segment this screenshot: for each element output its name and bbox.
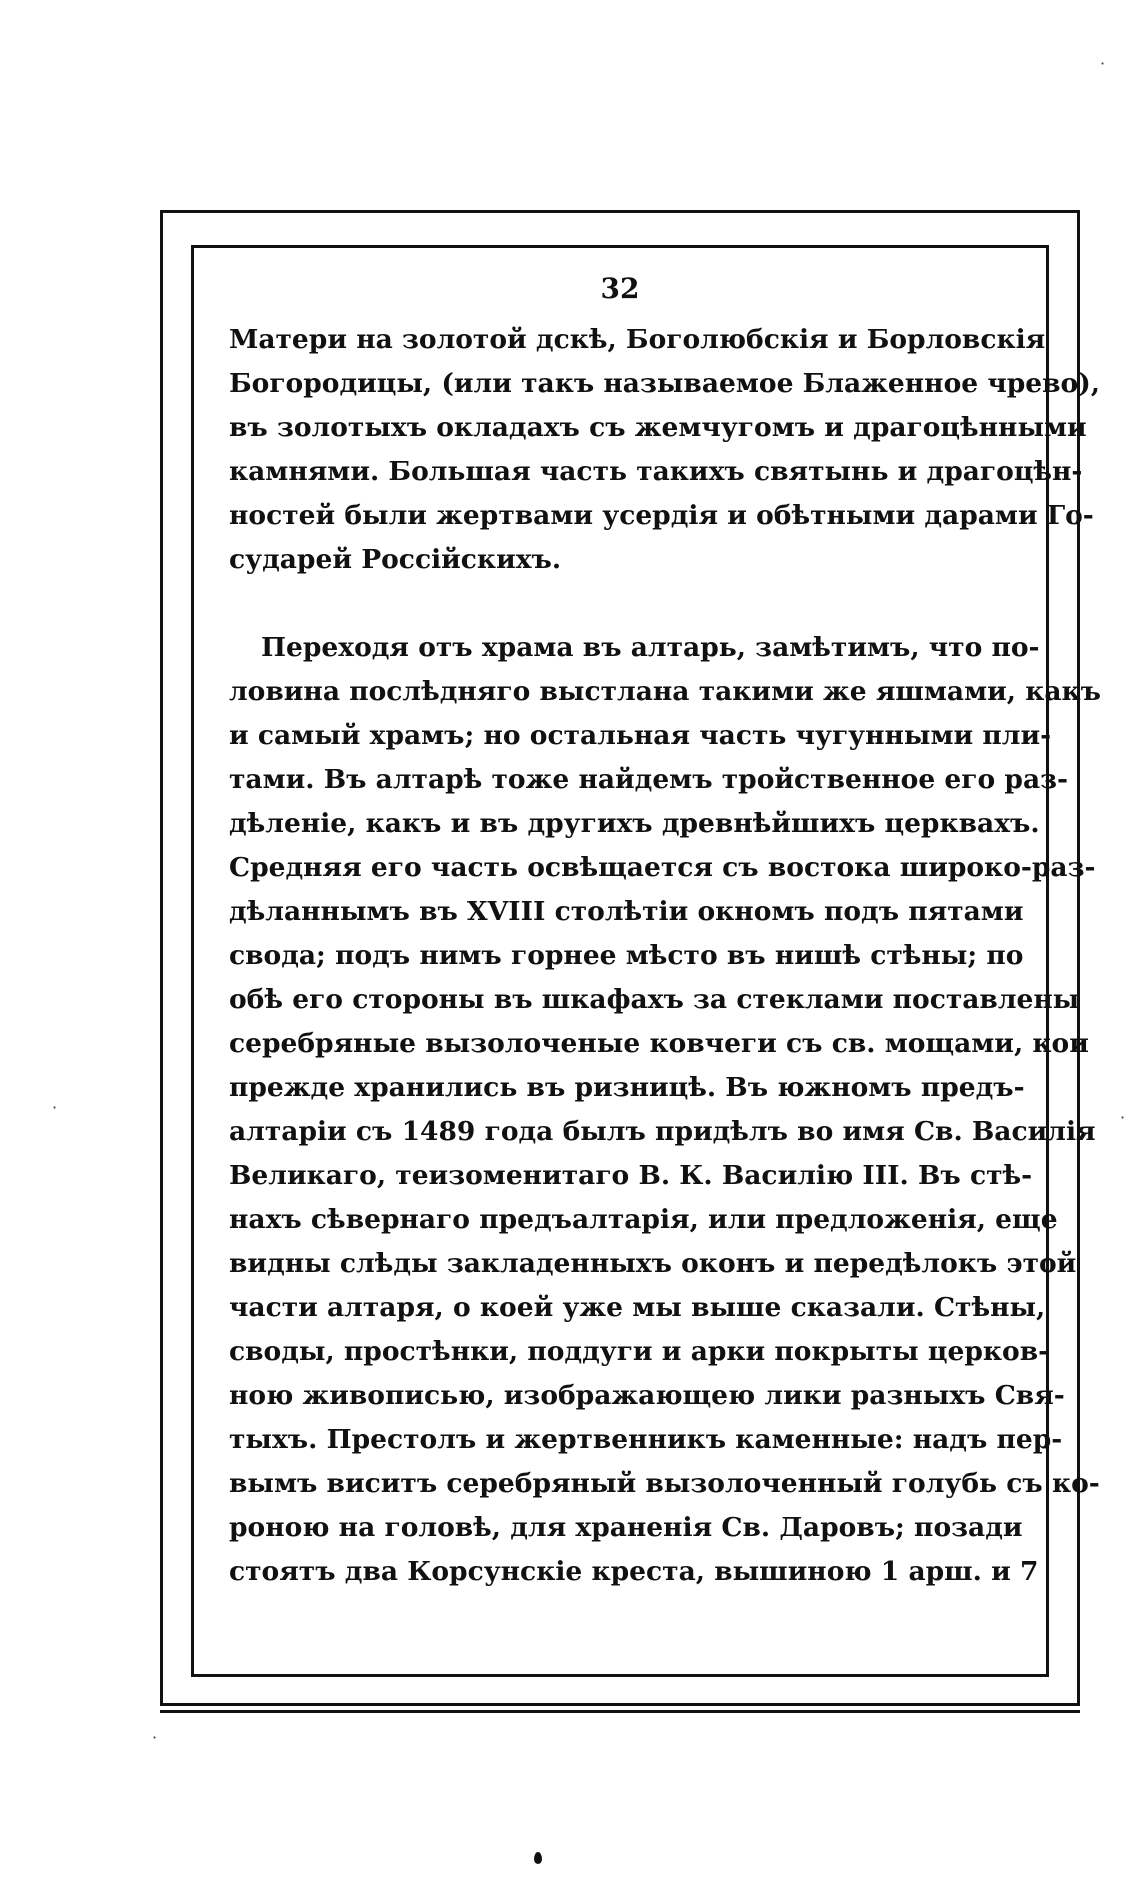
text-line: Матери на золотой дскѣ, Боголюбскія и Борловскія	[229, 324, 1046, 355]
text-line: дѣланнымъ въ XVIII столѣтіи окномъ подъ пятами	[229, 896, 1024, 927]
scan-speck: ·	[1120, 1108, 1126, 1127]
text-line: и самый храмъ; но остальная часть чугунными пли-	[229, 720, 1052, 751]
paragraph-gap	[229, 582, 1011, 626]
text-line: Средняя его часть освѣщается съ востока широко-раз-	[229, 852, 1096, 883]
text-line: сударей Россійскихъ.	[229, 544, 562, 575]
text-line: дѣленіе, какъ и въ другихъ древнѣйшихъ церквахъ.	[229, 808, 1040, 839]
text-line: Богородицы, (или такъ называемое Блаженное чрево),	[229, 368, 1100, 399]
inner-page-border	[191, 245, 1101, 1677]
body-text	[229, 318, 1101, 1594]
text-line: серебряные вызолоченые ковчеги съ св. мощами, кои	[229, 1028, 1089, 1059]
text-line: прежде хранились въ ризницѣ. Въ южномъ предъ-	[229, 1072, 1025, 1103]
text-line: стоятъ два Корсунскіе креста, вышиною 1 арш. и 7	[229, 1556, 1039, 1587]
text-line: тами. Въ алтарѣ тоже найдемъ тройственное его раз-	[229, 764, 1069, 795]
text-line: ностей были жертвами усердія и обѣтными дарами Го-	[229, 500, 1094, 531]
text-line: ловина послѣдняго выстлана такими же яшмами, какъ	[229, 676, 1101, 707]
text-line: камнями. Большая часть такихъ святынь и драгоцѣн-	[229, 456, 1083, 487]
text-line: Великаго, теизоменитаго В. К. Василію III. Въ стѣ-	[229, 1160, 1033, 1191]
paragraph	[229, 626, 1101, 1594]
text-line: части алтаря, о коей уже мы выше сказали. Стѣны,	[229, 1292, 1046, 1323]
text-line: ною живописью, изображающею лики разныхъ Свя-	[229, 1380, 1065, 1411]
text-line: нахъ сѣвернаго предъалтарія, или предложенія, еще	[229, 1204, 1058, 1235]
page-number: 32	[600, 272, 640, 305]
outer-page-border	[160, 210, 1101, 1706]
text-line: Переходя отъ храма въ алтарь, замѣтимъ, что по-	[261, 632, 1040, 663]
text-line: тыхъ. Престолъ и жертвенникъ каменные: надъ пер-	[229, 1424, 1063, 1455]
text-line: своды, простѣнки, поддуги и арки покрыты церков-	[229, 1336, 1050, 1367]
scan-speck: ·	[1100, 54, 1106, 73]
text-line: алтаріи съ 1489 года былъ придѣлъ во имя Св. Василія	[229, 1116, 1096, 1147]
ink-blot	[534, 1852, 542, 1864]
text-line: роною на головѣ, для храненія Св. Даровъ; позади	[229, 1512, 1023, 1543]
text-line: свода; подъ нимъ горнее мѣсто въ нишѣ стѣны; по	[229, 940, 1024, 971]
text-line: вымъ виситъ серебряный вызолоченный голубь съ ко-	[229, 1468, 1100, 1499]
paragraph	[229, 318, 1100, 582]
scan-speck: ·	[152, 1728, 158, 1747]
scan-speck: ·	[52, 1098, 58, 1117]
text-line: видны слѣды закладенныхъ оконъ и передѣлокъ этой	[229, 1248, 1077, 1279]
text-line: въ золотыхъ окладахъ съ жемчугомъ и драгоцѣнными	[229, 412, 1087, 443]
text-line: обѣ его стороны въ шкафахъ за стеклами поставлены	[229, 984, 1080, 1015]
